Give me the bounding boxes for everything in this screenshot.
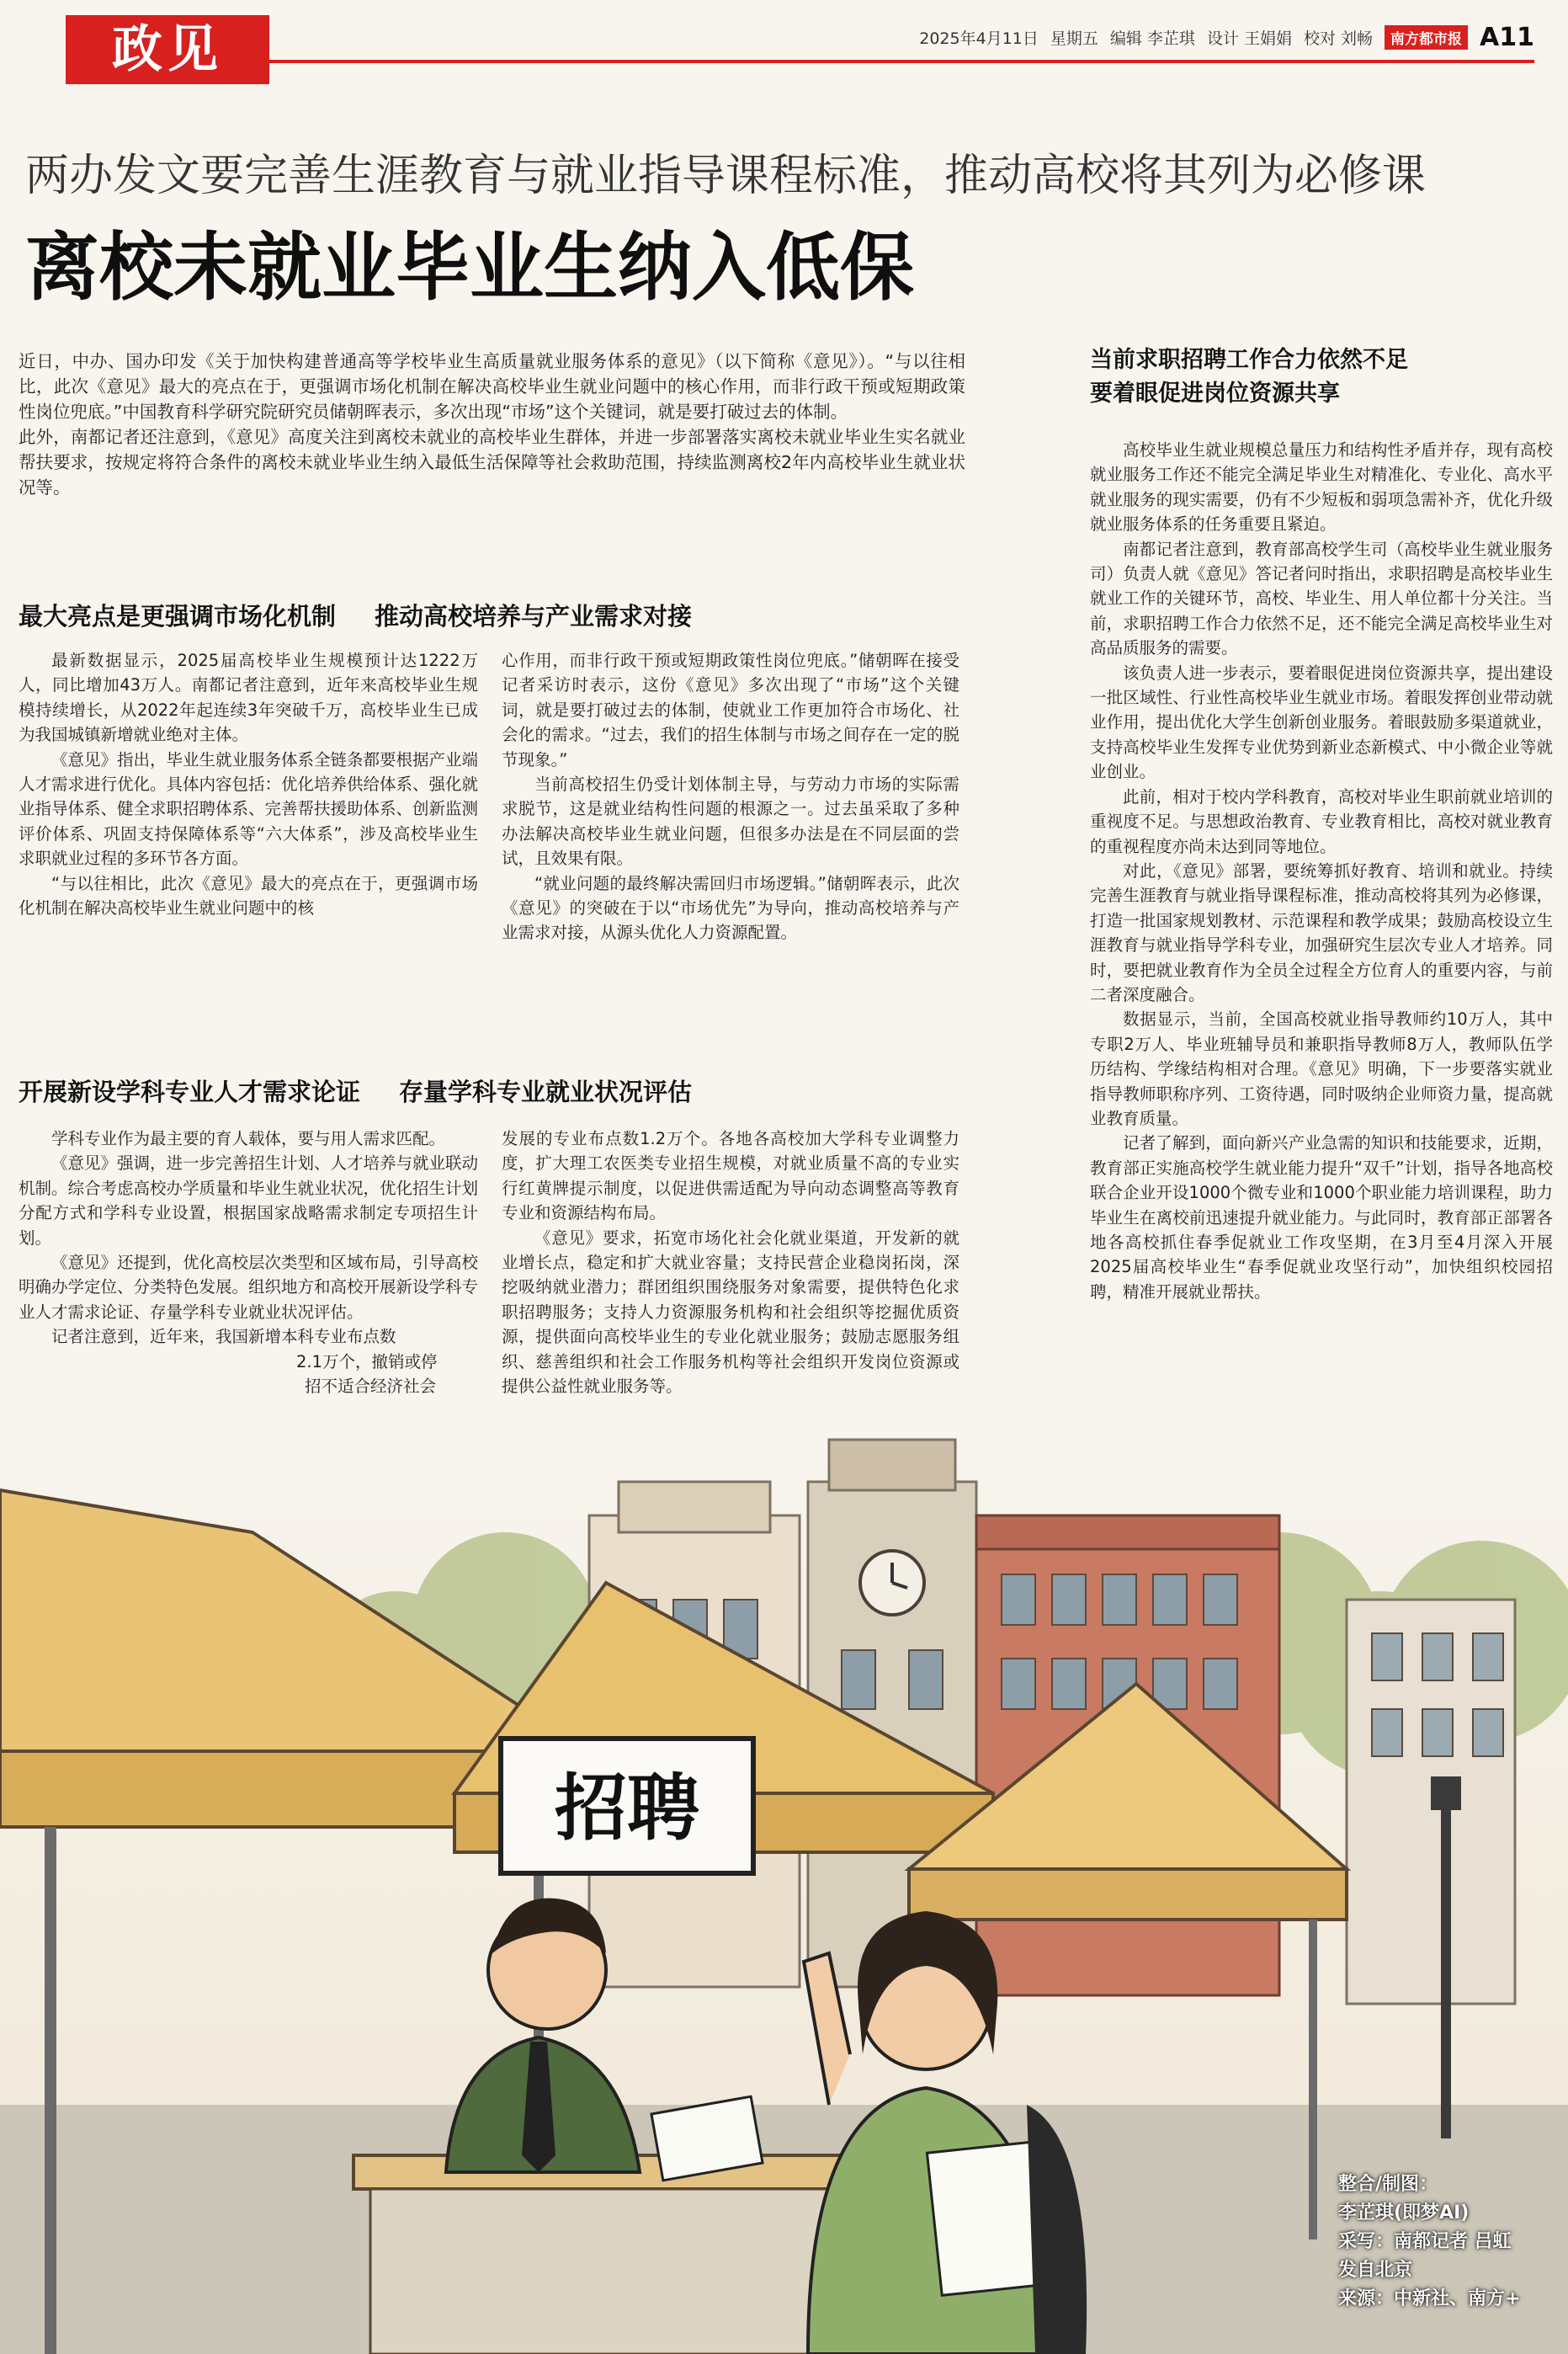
illustration-credit	[1338, 2170, 1557, 2314]
issue-date: 2025年4月11日	[919, 29, 1039, 48]
credit-line5: 来源：中新社、南方+	[1338, 2288, 1521, 2309]
sidebar-p4: 此前，相对于校内学科教育，高校对毕业生职前就业培训的重视度不足。与思想政治教育、专业教育相比，高校对就业教育的重视程度亦尚未达到同等地位。	[1090, 786, 1553, 856]
booth-sign-text: 招聘	[555, 1766, 699, 1851]
section2-col1-p3: 《意见》还提到，优化高校层次类型和区域布局，引导高校明确办学定位、分类特色发展。组织地方和高校开展新设学科专业人才需求论证、存量学科专业就业状况评估。	[19, 1253, 479, 1322]
job-fair-illustration	[0, 1414, 1568, 2354]
sidebar-p5: 对此，《意见》部署，要统筹抓好教育、培训和就业。持续完善生涯教育与就业指导课程标准，推动高校将其列为必修课，打造一批国家规划教材、示范课程和教学成果；鼓励高校设立生涯教育与就业指导学科专业，加强研究生层次专业人才培养。同时，要把就业教育作为全员全过程全方位育人的重要内容，与前二者深度融合。	[1090, 860, 1553, 1004]
section1-col2-p3: “就业问题的最终解决需回归市场逻辑。”储朝晖表示，此次《意见》的突破在于以“市场优先”为导向，推动高校培养与产业需求对接，从源头优化人力资源配置。	[502, 873, 959, 943]
section2-col1-p4c: 招不适合经济社会	[305, 1377, 437, 1397]
section1-col2	[502, 648, 959, 945]
section2-col1-p4b: 2.1万个，撤销或停	[296, 1351, 438, 1371]
lead-p1: 近日，中办、国办印发《关于加快构建普通高等学校毕业生高质量就业服务体系的意见》（以下简称《意见》）。“与以往相比，此次《意见》最大的亮点在于，更强调市场化机制在解决高校毕业生就业问题中的核心作用，而非行政干预或短期政策性岗位兜底。”中国教育科学研究院研究员储朝晖表示，多次出现“市场”这个关键词，就是要打破过去的体制。	[19, 351, 965, 422]
page-number: A11	[1480, 22, 1534, 52]
sidebar-p1: 高校毕业生就业规模总量压力和结构性矛盾并存，现有高校就业服务工作还不能完全满足毕业生对精准化、专业化、高水平就业服务的现实需要，仍有不少短板和弱项急需补齐，优化升级就业服务体系的任务重要且紧迫。	[1090, 440, 1553, 535]
sidebar-p7: 记者了解到，面向新兴产业急需的知识和技能要求，近期，教育部正实施高校学生就业能力提升“双千”计划，指导各地高校联合企业开设1000个微专业和1000个职业能力培训课程，助力毕业生在离校前迅速提升就业能力。与此同时，教育部正部署各地各高校抓住春季促就业工作攻坚期，在3月至4月深入开展2025届高校毕业生“春季促就业攻坚行动”，加快组织校园招聘，精准开展就业帮扶。	[1090, 1133, 1553, 1302]
paper-logo: 南方都市报	[1385, 25, 1468, 50]
section2-col1	[19, 1126, 478, 1398]
section2-heading-b: 存量学科专业就业状况评估	[399, 1078, 693, 1106]
section2-heading-a: 开展新设学科专业人才需求论证	[19, 1078, 361, 1106]
section2-col1-p4: 记者注意到，近年来，我国新增本科专业布点数	[51, 1327, 396, 1347]
header-meta	[919, 24, 1534, 51]
designer-credit: 设计 王娟娟	[1206, 29, 1292, 48]
subheadline: 两办发文要完善生涯教育与就业指导课程标准，推动高校将其列为必修课	[25, 151, 1427, 201]
sidebar-heading	[1090, 344, 1544, 411]
sidebar-p2: 南都记者注意到，教育部高校学生司（高校毕业生就业服务司）负责人就《意见》答记者问时指出，求职招聘是高校毕业生就业工作的关键环节，高校、毕业生、用人单位都十分关注。当前，求职招聘工作合力依然不足，还不能完全满足高校毕业生对高品质服务的需要。	[1090, 539, 1553, 658]
proofreader-credit: 校对 刘畅	[1303, 29, 1374, 48]
editor-credit: 编辑 李芷琪	[1109, 29, 1195, 48]
credit-line3: 采写：南都记者 吕虹	[1338, 2231, 1512, 2252]
section1-heading	[19, 598, 731, 632]
section1-heading-b: 推动高校培养与产业需求对接	[375, 602, 693, 631]
sidebar-p3: 该负责人进一步表示，要着眼促进岗位资源共享，提出建设一批区域性、行业性高校毕业生就业市场。着眼发挥创业带动就业作用，提出优化大学生创新创业服务。着眼鼓励多渠道就业，支持高校毕业生发挥专业优势到新业态新模式、中小微企业等就业创业。	[1090, 663, 1553, 782]
section2-col2	[502, 1126, 959, 1398]
section2-col2-p2: 《意见》要求，拓宽市场化社会化就业渠道，开发新的就业增长点，稳定和扩大就业容量；支持民营企业稳岗拓岗，深挖吸纳就业潜力；群团组织围绕服务对象需要，提供特色化求职招聘服务；支持人力资源服务机构和社会组织等挖掘优质资源，提供面向高校毕业生的专业化就业服务；鼓励志愿服务组织、慈善组织和社会工作服务机构等社会组织开发岗位资源或提供公益性就业服务等。	[502, 1228, 959, 1397]
header-rule	[66, 60, 1534, 63]
masthead	[0, 0, 1568, 80]
section1-col2-p2: 当前高校招生仍受计划体制主导，与劳动力市场的实际需求脱节，这是就业结构性问题的根源之一。过去虽采取了多种办法解决高校毕业生就业问题，但很多办法是在不同层面的尝试，且效果有限。	[502, 775, 959, 869]
section2-heading	[19, 1073, 731, 1108]
section-tag: 政见	[66, 15, 269, 84]
credit-line1: 整合/制图：	[1338, 2174, 1438, 2195]
credit-line4: 发自北京	[1338, 2260, 1413, 2281]
section1-col1	[19, 648, 478, 920]
headline: 离校未就业毕业生纳入低保	[25, 224, 915, 311]
sidebar-p6: 数据显示，当前，全国高校就业指导教师约10万人，其中专职2万人、毕业班辅导员和兼职指导教师8万人，教师队伍学历结构、学缘结构相对合理。《意见》明确，下一步要落实就业指导教师职称序列、工资待遇，同时吸纳企业师资力量，提高就业教育质量。	[1090, 1009, 1553, 1128]
section1-col1-p3: “与以往相比，此次《意见》最大的亮点在于，更强调市场化机制在解决高校毕业生就业问题中的核	[19, 873, 478, 919]
section2-col1-p1: 学科专业作为最主要的育人载体，要与用人需求匹配。	[51, 1129, 446, 1148]
lead-p2: 此外，南都记者还注意到，《意见》高度关注到离校未就业的高校毕业生群体，并进一步部署落实离校未就业毕业生实名就业帮扶要求，按规定将符合条件的离校未就业毕业生纳入最低生活保障等社会救助范围，持续监测离校2年内高校毕业生就业状况等。	[19, 427, 965, 498]
section2-col1-p2: 《意见》强调，进一步完善招生计划、人才培养与就业联动机制。综合考虑高校办学质量和毕业生就业状况，优化招生计划分配方式和学科专业设置，根据国家战略需求制定专项招生计划。	[19, 1153, 479, 1248]
section1-col1-p1: 最新数据显示，2025届高校毕业生规模预计达1222万人，同比增加43万人。南都记者注意到，近年来高校毕业生规模持续增长，从2022年起连续3年突破千万，高校毕业生已成为我国城镇新增就业绝对主体。	[19, 651, 478, 745]
section1-heading-a: 最大亮点是更强调市场化机制	[19, 602, 337, 631]
section1-col2-p1: 心作用，而非行政干预或短期政策性岗位兜底。”储朝晖在接受记者采访时表示，这份《意见》多次出现了“市场”这个关键词，就是要打破过去的体制，使就业工作更加符合市场化、社会化的需求。“过去，我们的招生体制与市场之间存在一定的脱节现象。”	[502, 651, 959, 770]
section2-col2-p1: 发展的专业布点数1.2万个。各地各高校加大学科专业调整力度，扩大理工农医类专业招生规模，对就业质量不高的专业实行红黄牌提示制度，以促进供需适配为导向动态调整高等教育专业和资源结构布局。	[502, 1129, 959, 1223]
booth-sign	[501, 1739, 753, 1873]
sidebar-heading-line2: 要着眼促进岗位资源共享	[1090, 381, 1340, 407]
sidebar-body	[1090, 438, 1553, 1304]
section1-col1-p2: 《意见》指出，毕业生就业服务体系全链条都要根据产业端人才需求进行优化。具体内容包括：优化培养供给体系、强化就业指导体系、健全求职招聘体系、完善帮扶援助体系、创新监测评价体系、巩固支持保障体系等“六大体系”，涉及高校毕业生求职就业过程的多环节各方面。	[19, 749, 479, 869]
issue-weekday: 星期五	[1050, 29, 1098, 48]
credit-line2: 李芷琪(即梦AI)	[1338, 2202, 1470, 2224]
lead-paragraphs	[19, 349, 965, 500]
sidebar-heading-line1: 当前求职招聘工作合力依然不足	[1090, 347, 1408, 373]
